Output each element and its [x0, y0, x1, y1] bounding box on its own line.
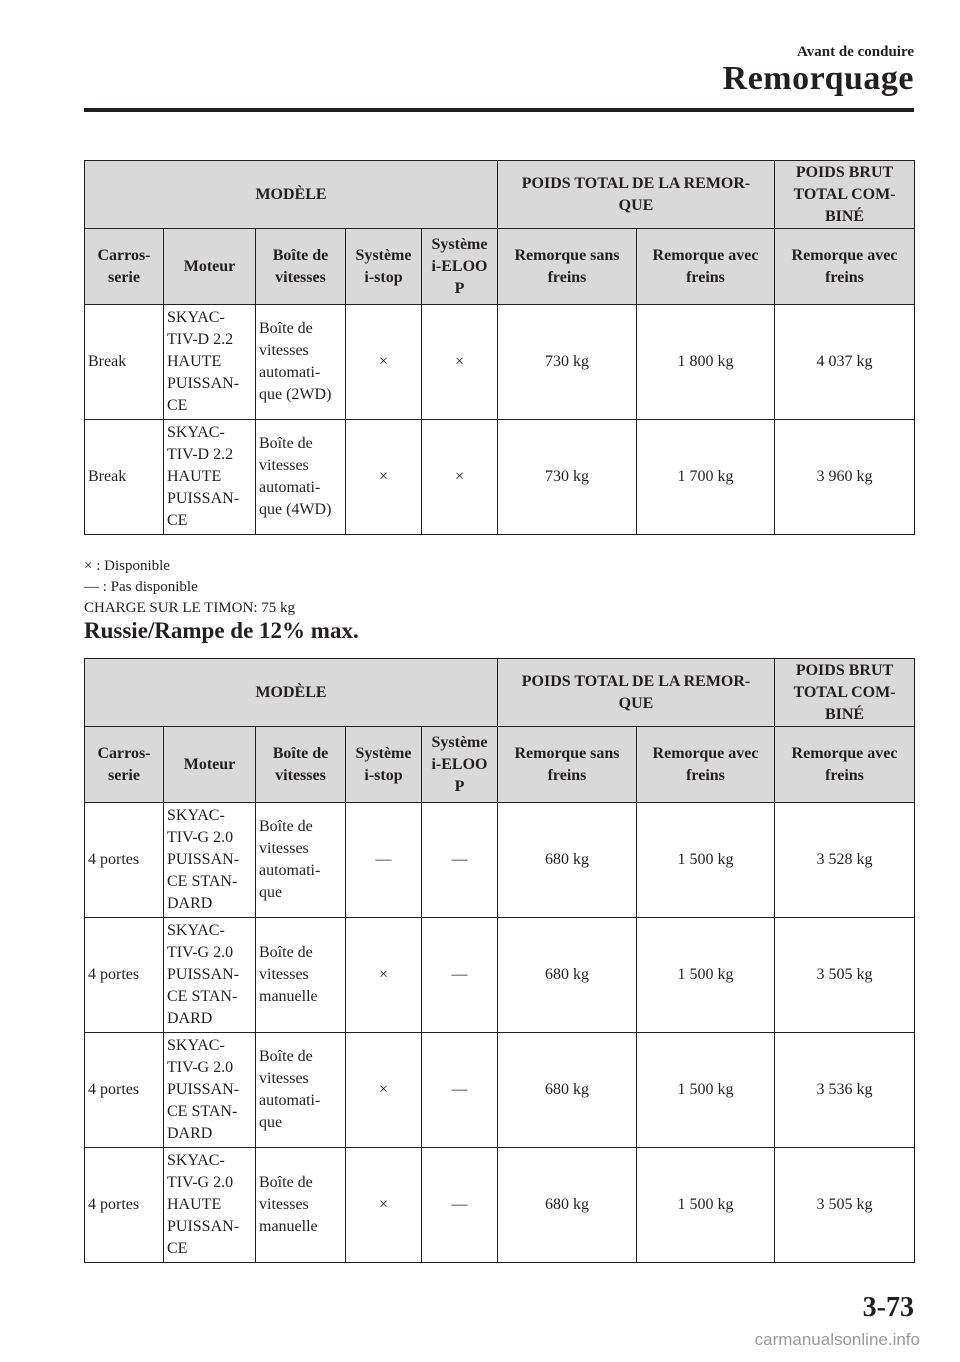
header-boite: Boîte de vitesses — [256, 229, 346, 305]
header-sans-freins: Remorque sans freins — [498, 727, 637, 803]
header-istop: Système i-stop — [346, 727, 422, 803]
watermark-text: carmanualsonline.info — [754, 1330, 920, 1349]
header-avec-freins: Remorque avec freins — [637, 727, 775, 803]
cell-carrosserie: 4 portes — [85, 918, 164, 1033]
cell-moteur: SKYAC- TIV-G 2.0 PUISSAN- CE STAN- DARD — [164, 803, 256, 918]
cell-sans-freins: 680 kg — [498, 803, 637, 918]
header-poids-total: POIDS TOTAL DE LA REMOR- QUE — [498, 659, 775, 727]
header-rule — [84, 108, 914, 112]
cell-istop: × — [346, 420, 422, 535]
cell-boite: Boîte de vitesses automati- que (4WD) — [256, 420, 346, 535]
cell-ieloop: ― — [422, 1148, 498, 1263]
cell-combine: 3 528 kg — [775, 803, 915, 918]
cell-boite: Boîte de vitesses automati- que (2WD) — [256, 305, 346, 420]
cell-boite: Boîte de vitesses automati- que — [256, 1033, 346, 1148]
cell-sans-freins: 730 kg — [498, 420, 637, 535]
section-heading: Russie/Rampe de 12% max. — [84, 618, 359, 643]
cell-sans-freins: 680 kg — [498, 1148, 637, 1263]
cell-combine: 3 960 kg — [775, 420, 915, 535]
cell-moteur: SKYAC- TIV-D 2.2 HAUTE PUISSAN- CE — [164, 420, 256, 535]
cell-avec-freins: 1 500 kg — [637, 1033, 775, 1148]
cell-istop: × — [346, 305, 422, 420]
cell-istop: ― — [346, 803, 422, 918]
page-number: 3-73 — [862, 1292, 914, 1323]
cell-combine: 4 037 kg — [775, 305, 915, 420]
cell-avec-freins: 1 800 kg — [637, 305, 775, 420]
cell-carrosserie: 4 portes — [85, 1033, 164, 1148]
cell-moteur: SKYAC- TIV-G 2.0 HAUTE PUISSAN- CE — [164, 1148, 256, 1263]
cell-istop: × — [346, 918, 422, 1033]
header-avec-freins-combine: Remorque avec freins — [775, 229, 915, 305]
table-row — [85, 1148, 915, 1263]
header-poids-total: POIDS TOTAL DE LA REMOR- QUE — [498, 161, 775, 229]
cell-sans-freins: 730 kg — [498, 305, 637, 420]
cell-sans-freins: 680 kg — [498, 1033, 637, 1148]
cell-combine: 3 536 kg — [775, 1033, 915, 1148]
cell-combine: 3 505 kg — [775, 918, 915, 1033]
header-modele: MODÈLE — [85, 659, 498, 727]
cell-istop: × — [346, 1148, 422, 1263]
header-avec-freins-combine: Remorque avec freins — [775, 727, 915, 803]
table-row — [85, 1033, 915, 1148]
header-ieloop: Système i-ELOO P — [422, 229, 498, 305]
cell-boite: Boîte de vitesses automati- que — [256, 803, 346, 918]
cell-moteur: SKYAC- TIV-D 2.2 HAUTE PUISSAN- CE — [164, 305, 256, 420]
cell-avec-freins: 1 500 kg — [637, 803, 775, 918]
cell-ieloop: ― — [422, 803, 498, 918]
cell-combine: 3 505 kg — [775, 1148, 915, 1263]
cell-avec-freins: 1 700 kg — [637, 420, 775, 535]
cell-boite: Boîte de vitesses manuelle — [256, 1148, 346, 1263]
note-disponible: × : Disponible — [84, 558, 170, 574]
cell-moteur: SKYAC- TIV-G 2.0 PUISSAN- CE STAN- DARD — [164, 1033, 256, 1148]
header-avec-freins: Remorque avec freins — [637, 229, 775, 305]
header-poids-brut: POIDS BRUT TOTAL COM- BINÉ — [775, 659, 915, 727]
legend-notes — [84, 556, 295, 619]
table-row — [85, 803, 915, 918]
cell-carrosserie: Break — [85, 420, 164, 535]
header-carrosserie: Carros- serie — [85, 229, 164, 305]
cell-moteur: SKYAC- TIV-G 2.0 PUISSAN- CE STAN- DARD — [164, 918, 256, 1033]
header-carrosserie: Carros- serie — [85, 727, 164, 803]
cell-istop: × — [346, 1033, 422, 1148]
cell-avec-freins: 1 500 kg — [637, 1148, 775, 1263]
header-sans-freins: Remorque sans freins — [498, 229, 637, 305]
note-pas-disponible: ― : Pas disponible — [84, 579, 198, 595]
page-title: Remorquage — [722, 60, 914, 97]
cell-ieloop: × — [422, 305, 498, 420]
header-istop: Système i-stop — [346, 229, 422, 305]
header-moteur: Moteur — [164, 229, 256, 305]
cell-ieloop: ― — [422, 918, 498, 1033]
header-moteur: Moteur — [164, 727, 256, 803]
cell-ieloop: ― — [422, 1033, 498, 1148]
table-row — [85, 305, 915, 420]
table-row — [85, 918, 915, 1033]
note-charge-timon: CHARGE SUR LE TIMON: 75 kg — [84, 600, 295, 616]
table-row — [85, 420, 915, 535]
cell-carrosserie: Break — [85, 305, 164, 420]
header-modele: MODÈLE — [85, 161, 498, 229]
cell-sans-freins: 680 kg — [498, 918, 637, 1033]
header-boite: Boîte de vitesses — [256, 727, 346, 803]
header-ieloop: Système i-ELOO P — [422, 727, 498, 803]
towing-table-1 — [84, 160, 915, 535]
towing-table-2 — [84, 658, 915, 1263]
header-poids-brut: POIDS BRUT TOTAL COM- BINÉ — [775, 161, 915, 229]
cell-carrosserie: 4 portes — [85, 1148, 164, 1263]
cell-boite: Boîte de vitesses manuelle — [256, 918, 346, 1033]
section-label: Avant de conduire — [797, 44, 914, 60]
cell-ieloop: × — [422, 420, 498, 535]
cell-avec-freins: 1 500 kg — [637, 918, 775, 1033]
cell-carrosserie: 4 portes — [85, 803, 164, 918]
